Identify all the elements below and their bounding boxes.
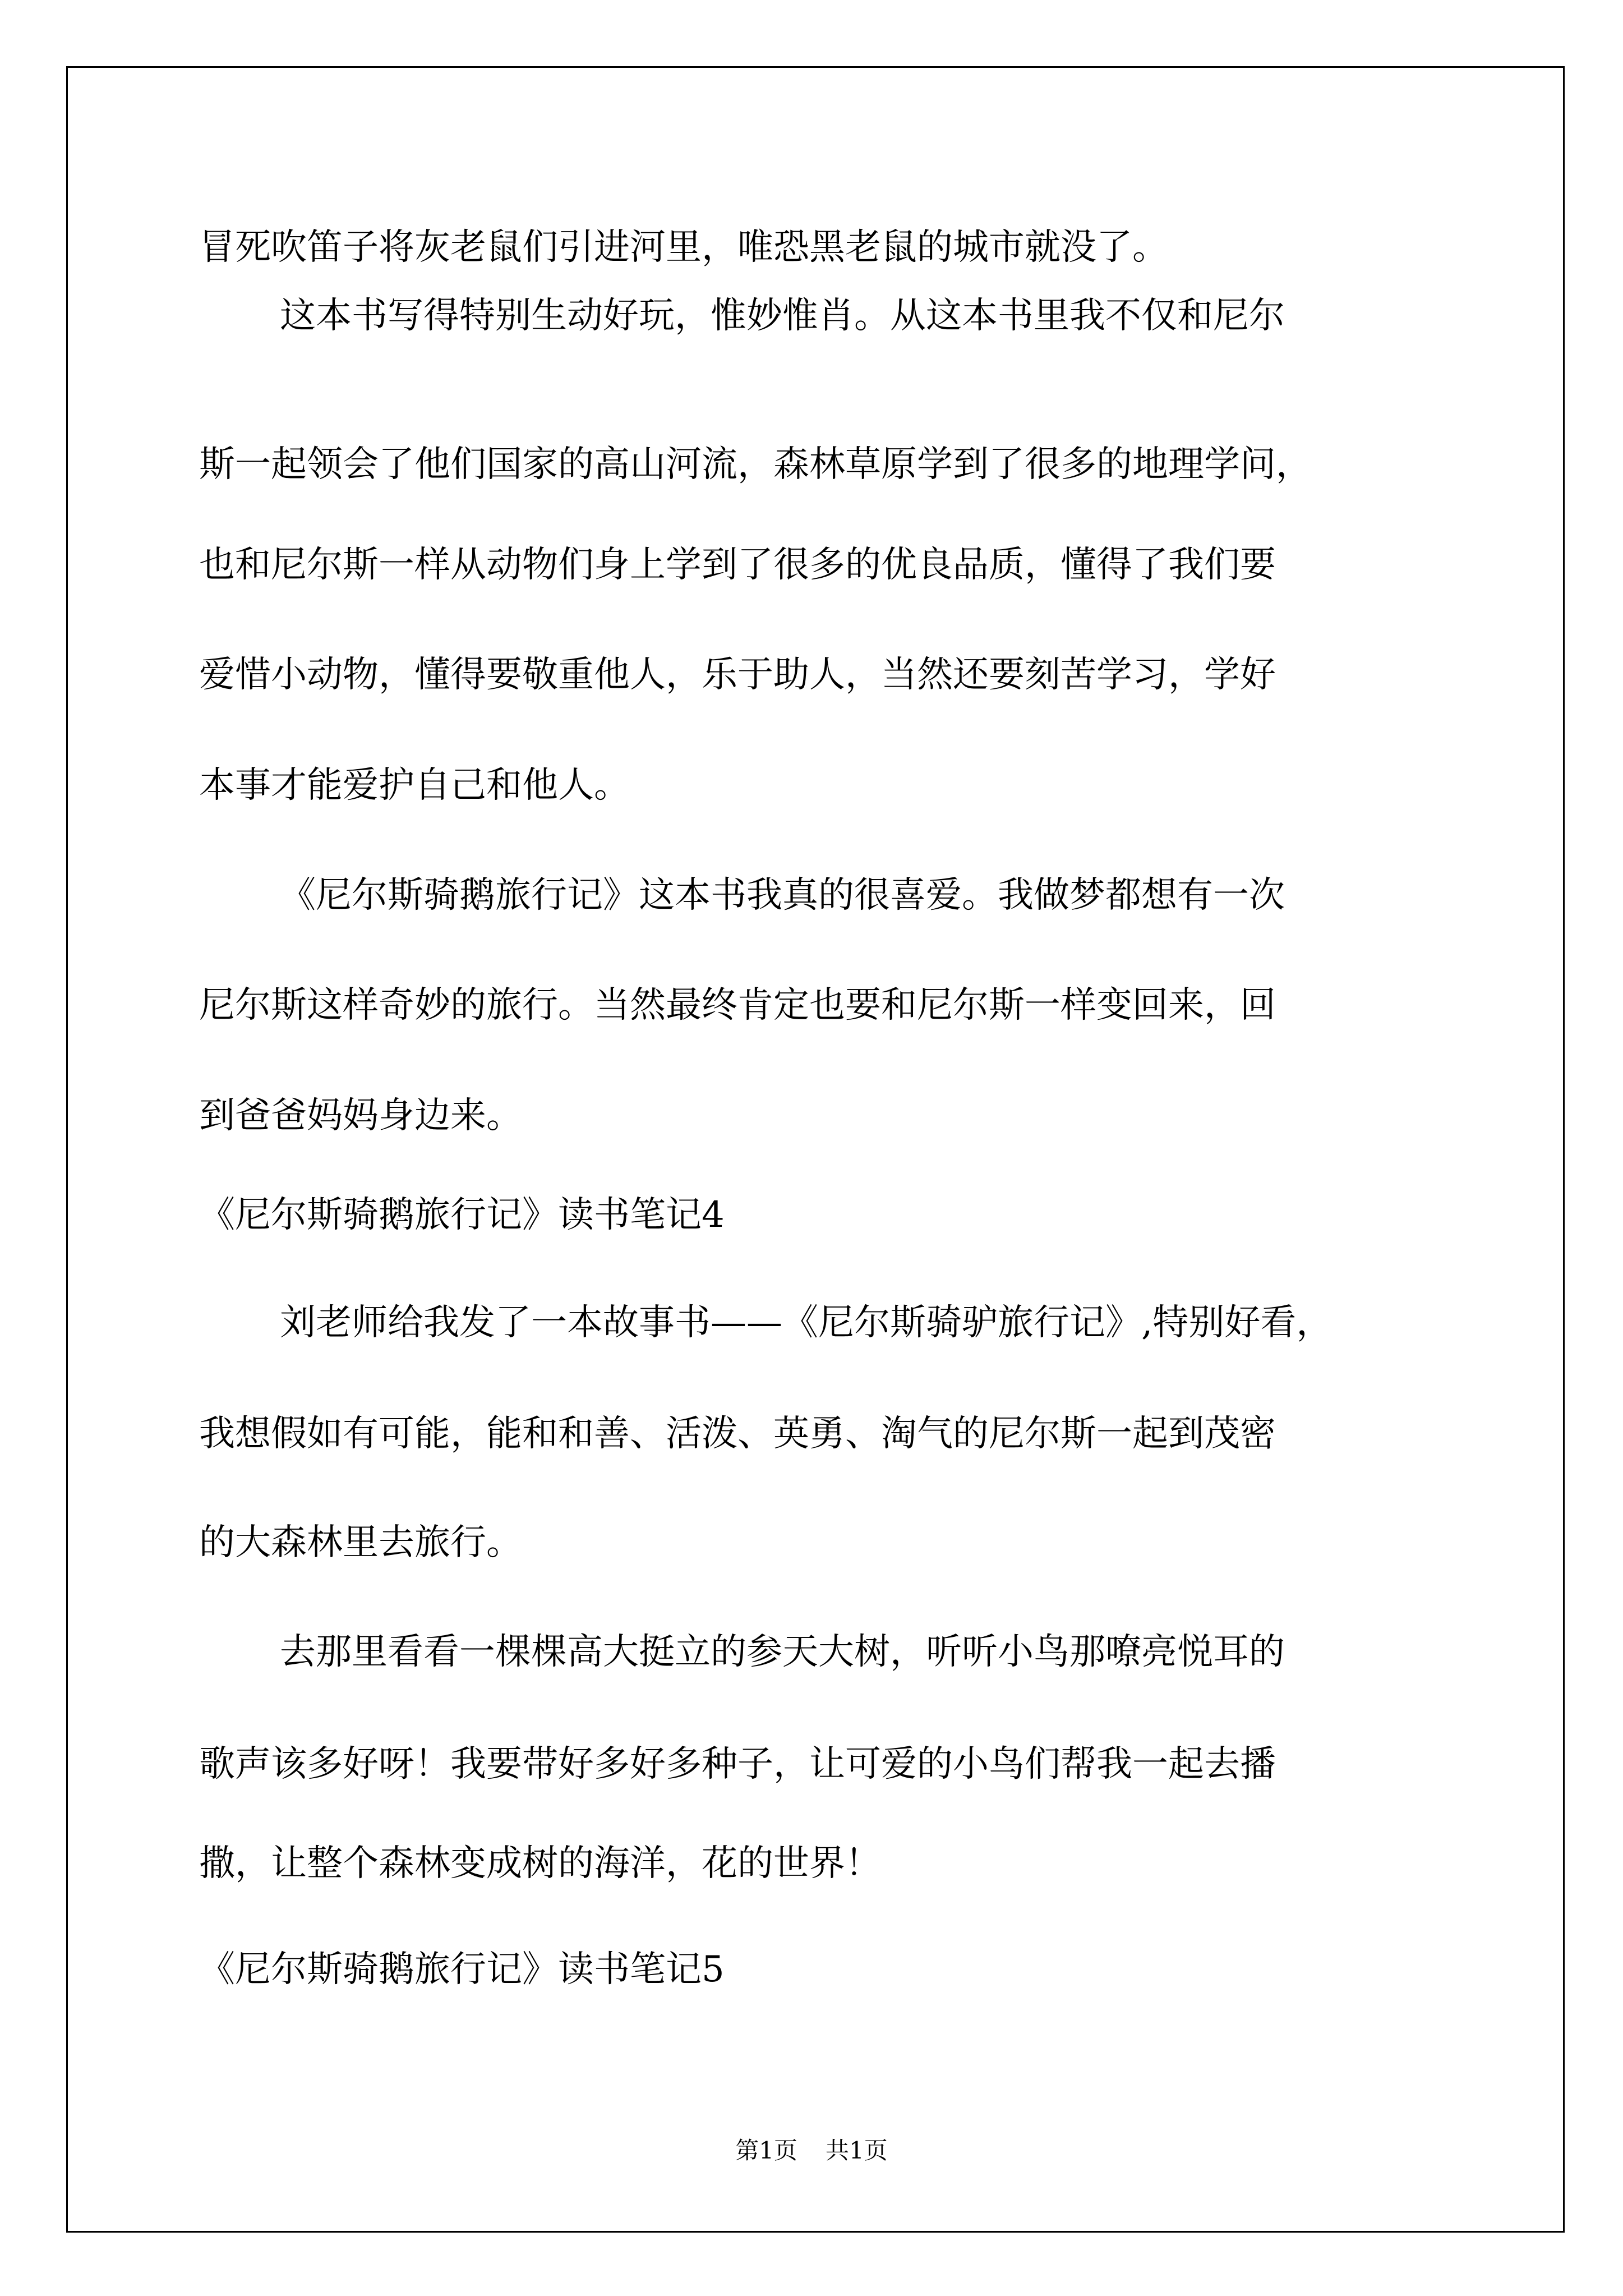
text-line: 去那里看看一棵棵高大挺立的参天大树，听听小鸟那嘹亮悦耳的 [280, 1631, 1285, 1673]
section-heading-4: 《尼尔斯骑鹅旅行记》读书笔记4 [199, 1194, 725, 1236]
text-line: 斯一起领会了他们国家的高山河流，森林草原学到了很多的地理学问， [199, 444, 1312, 485]
text-line: 刘老师给我发了一本故事书——《尼尔斯骑驴旅行记》,特别好看， [280, 1302, 1332, 1343]
text-line: 冒死吹笛子将灰老鼠们引进河里，唯恐黑老鼠的城市就没了。 [199, 227, 1168, 268]
text-line: 也和尼尔斯一样从动物们身上学到了很多的优良品质，懂得了我们要 [199, 544, 1276, 586]
section-heading-5: 《尼尔斯骑鹅旅行记》读书笔记5 [199, 1949, 725, 1990]
page-border [66, 66, 1565, 2233]
text-line: 到爸爸妈妈身边来。 [199, 1095, 522, 1137]
text-line: 本事才能爱护自己和他人。 [199, 765, 630, 806]
text-line: 的大森林里去旅行。 [199, 1522, 522, 1563]
page-footer [0, 2139, 1623, 2162]
text-line: 爱惜小动物，懂得要敬重他人，乐于助人，当然还要刻苦学习，学好 [199, 654, 1276, 696]
text-line: 撒，让整个森林变成树的海洋，花的世界！ [199, 1843, 881, 1884]
text-line: 尼尔斯这样奇妙的旅行。当然最终肯定也要和尼尔斯一样变回来，回 [199, 984, 1276, 1026]
text-line: 我想假如有可能，能和和善、活泼、英勇、淘气的尼尔斯一起到茂密 [199, 1413, 1276, 1455]
page-number: 第1页 [735, 2137, 797, 2164]
total-pages: 共1页 [826, 2137, 888, 2164]
text-line: 这本书写得特别生动好玩，惟妙惟肖。从这本书里我不仅和尼尔 [280, 295, 1285, 337]
text-line: 《尼尔斯骑鹅旅行记》这本书我真的很喜爱。我做梦都想有一次 [280, 875, 1285, 916]
text-line: 歌声该多好呀！我要带好多好多种子，让可爱的小鸟们帮我一起去播 [199, 1743, 1276, 1785]
